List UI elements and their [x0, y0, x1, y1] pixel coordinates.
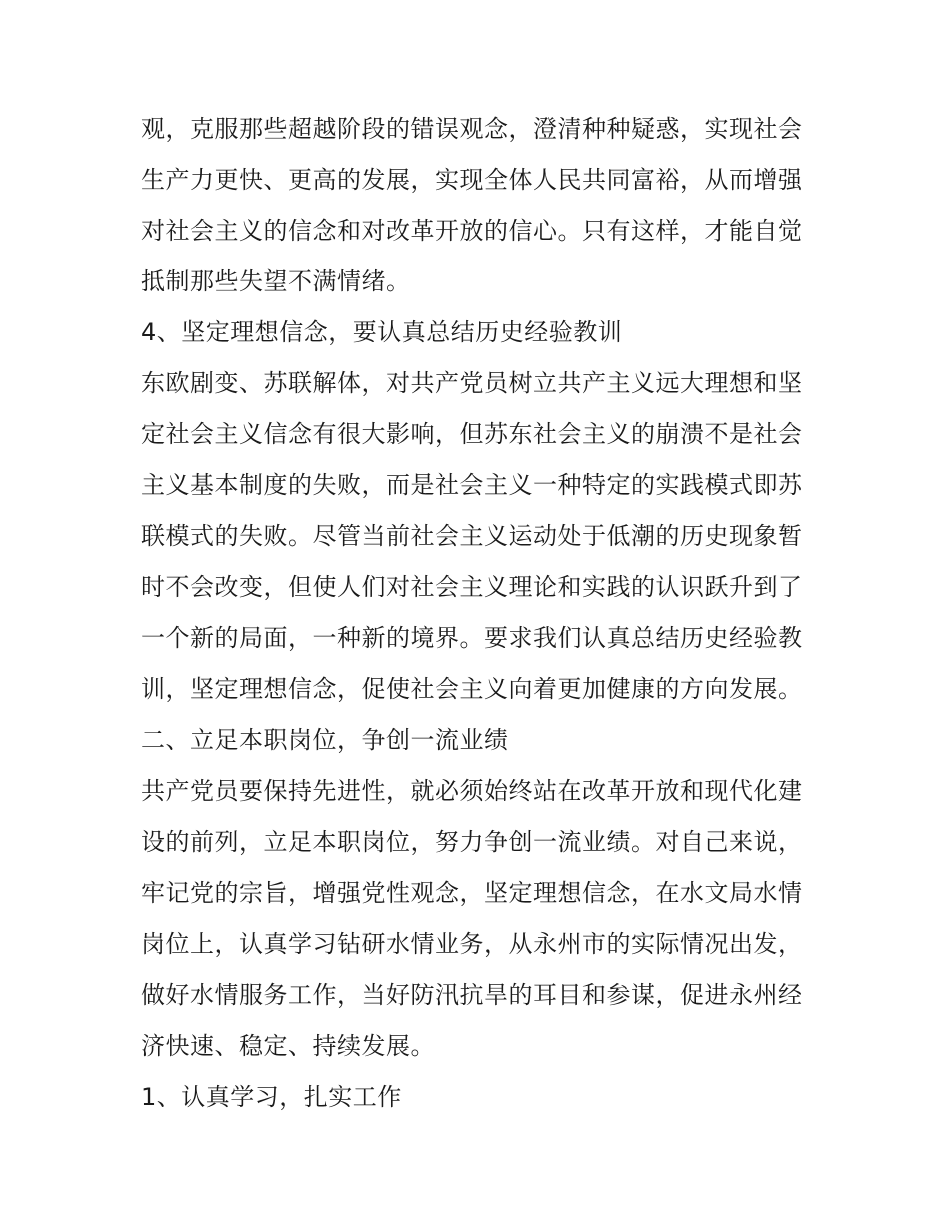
paragraph-line: 共产党员要保持先进性，就必须始终站在改革开放和现代化建 [141, 777, 803, 805]
section-heading: 1、认真学习，扎实工作 [141, 1083, 402, 1111]
section-heading: 4、坚定理想信念，要认真总结历史经验教训 [141, 318, 623, 346]
paragraph-line: 东欧剧变、苏联解体，对共产党员树立共产主义远大理想和坚 [141, 369, 803, 397]
paragraph-line: 训，坚定理想信念，促使社会主义向着更加健康的方向发展。 [141, 675, 803, 703]
paragraph-line: 对社会主义的信念和对改革开放的信心。只有这样，才能自觉 [141, 217, 803, 245]
paragraph-line: 时不会改变，但使人们对社会主义理论和实践的认识跃升到了 [141, 573, 803, 601]
paragraph-line: 济快速、稳定、持续发展。 [141, 1032, 435, 1060]
paragraph-line: 定社会主义信念有很大影响，但苏东社会主义的崩溃不是社会 [141, 420, 803, 448]
section-heading: 二、立足本职岗位，争创一流业绩 [141, 726, 509, 754]
paragraph-line: 牢记党的宗旨，增强党性观念，坚定理想信念，在水文局水情 [141, 879, 803, 907]
paragraph-line: 一个新的局面，一种新的境界。要求我们认真总结历史经验教 [141, 624, 803, 652]
paragraph-line: 岗位上，认真学习钻研水情业务，从永州市的实际情况出发， [141, 930, 803, 958]
paragraph-line: 主义基本制度的失败，而是社会主义一种特定的实践模式即苏 [141, 471, 803, 499]
paragraph-line: 生产力更快、更高的发展，实现全体人民共同富裕，从而增强 [141, 166, 803, 194]
paragraph-line: 设的前列，立足本职岗位，努力争创一流业绩。对自己来说， [141, 828, 803, 856]
paragraph-line: 做好水情服务工作，当好防汛抗旱的耳目和参谋，促进永州经 [141, 981, 803, 1009]
paragraph-line: 观，克服那些超越阶段的错误观念，澄清种种疑惑，实现社会 [141, 115, 803, 143]
paragraph-line: 联模式的失败。尽管当前社会主义运动处于低潮的历史现象暂 [141, 522, 803, 550]
paragraph-line: 抵制那些失望不满情绪。 [141, 267, 411, 295]
